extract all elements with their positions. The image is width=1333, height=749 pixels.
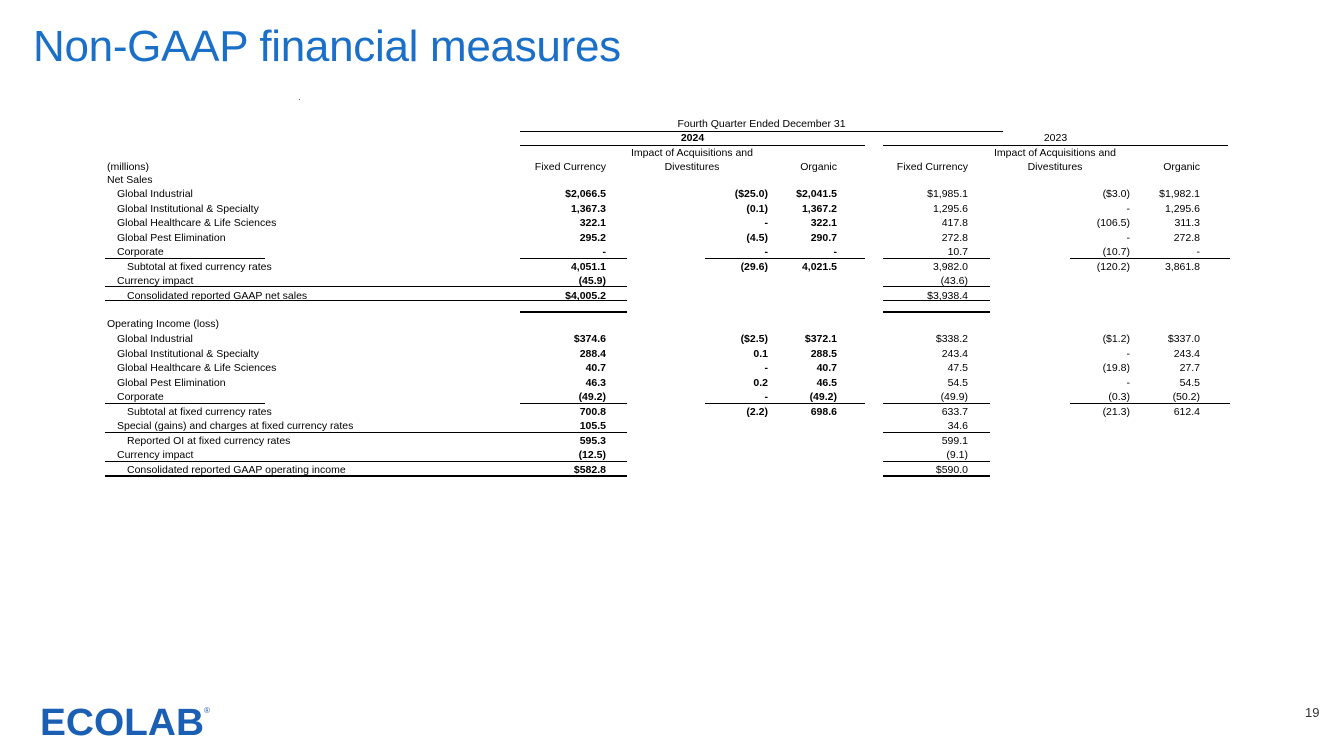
table-cell: $2,066.5: [565, 188, 606, 200]
table-cell: 272.8: [1173, 231, 1200, 244]
table-cell: $374.6: [573, 333, 606, 345]
row-label: Reported OI at fixed currency rates: [127, 434, 291, 447]
table-cell: -: [764, 391, 768, 403]
period-header: Fourth Quarter Ended December 31: [677, 118, 846, 130]
table-cell: $3,938.4: [927, 289, 968, 302]
table-cell: 599.1: [941, 434, 968, 447]
table-rule: [883, 432, 990, 433]
table-rule: [883, 311, 990, 313]
table-cell: (43.6): [940, 275, 968, 287]
table-cell: 272.8: [941, 231, 968, 244]
table-cell: (12.5): [578, 449, 606, 461]
row-label: Currency impact: [117, 449, 194, 461]
table-cell: 4,051.1: [570, 260, 606, 273]
row-label: Consolidated reported GAAP net sales: [127, 289, 308, 302]
page-title: Non-GAAP financial measures: [33, 22, 621, 71]
table-cell: 243.4: [941, 347, 968, 360]
table-cell: 46.3: [585, 376, 606, 389]
table-cell: 595.3: [579, 434, 606, 447]
organic-header-2023: Organic: [1163, 161, 1200, 173]
table-cell: $582.8: [573, 463, 606, 476]
table-rule: [105, 300, 627, 301]
table-rule: [105, 461, 627, 462]
table-rule: [105, 475, 627, 477]
table-cell: (49.2): [809, 391, 837, 403]
row-label: Subtotal at fixed currency rates: [127, 260, 272, 273]
row-label: Special (gains) and charges at fixed currency rates: [117, 420, 354, 432]
table-rule: [105, 432, 627, 433]
table-cell: 105.5: [579, 420, 606, 432]
table-cell: 47.5: [947, 362, 968, 374]
table-cell: (0.1): [746, 202, 768, 215]
table-cell: 3,861.8: [1164, 260, 1200, 273]
table-cell: (0.3): [1108, 391, 1130, 403]
organic-header-2024: Organic: [800, 161, 837, 173]
table-cell: $4,005.2: [565, 289, 606, 302]
table-cell: (9.1): [946, 449, 968, 461]
table-cell: ($3.0): [1102, 188, 1130, 200]
table-rule: [1070, 258, 1230, 259]
table-cell: $1,982.1: [1159, 188, 1200, 200]
table-cell: 4,021.5: [801, 260, 837, 273]
row-label: Global Industrial: [117, 333, 193, 345]
table-cell: $1,985.1: [927, 188, 968, 200]
row-label: Subtotal at fixed currency rates: [127, 405, 272, 418]
table-cell: 10.7: [947, 246, 968, 258]
table-cell: ($2.5): [740, 333, 768, 345]
table-rule: [883, 286, 990, 287]
table-cell: 34.6: [947, 420, 968, 432]
row-label: Global Industrial: [117, 188, 193, 200]
ecolab-logo: [40, 702, 212, 743]
table-cell: -: [764, 217, 768, 229]
table-cell: $590.0: [935, 463, 968, 476]
table-cell: -: [764, 362, 768, 374]
table-cell: 700.8: [579, 405, 606, 418]
impact-header-2023-line1: Impact of Acquisitions and: [994, 147, 1116, 159]
table-cell: (45.9): [578, 275, 606, 287]
table-cell: 633.7: [941, 405, 968, 418]
table-rule: [105, 403, 265, 404]
table-cell: 243.4: [1173, 347, 1200, 360]
table-cell: (29.6): [740, 260, 768, 273]
year-2024-header: 2024: [680, 132, 705, 144]
page-number: 19: [1305, 705, 1320, 720]
table-cell: 27.7: [1179, 362, 1200, 374]
table-cell: 1,295.6: [932, 202, 968, 215]
impact-header-2024-line1: Impact of Acquisitions and: [631, 147, 753, 159]
svg-text:®: ®: [204, 706, 210, 715]
table-cell: (49.9): [940, 391, 968, 403]
table-cell: 322.1: [579, 217, 606, 229]
table-cell: -: [1126, 202, 1130, 215]
table-cell: 612.4: [1173, 405, 1200, 418]
table-cell: 290.7: [810, 231, 837, 244]
row-label: Global Institutional & Specialty: [117, 202, 259, 215]
row-label: Global Healthcare & Life Sciences: [117, 362, 277, 374]
table-rule: [883, 258, 990, 259]
table-cell: 295.2: [579, 231, 606, 244]
table-cell: 1,367.2: [801, 202, 837, 215]
table-rule: [883, 461, 990, 462]
table-cell: -: [1126, 231, 1130, 244]
table-cell: -: [1126, 376, 1130, 389]
net-sales-section-label: Net Sales: [107, 174, 153, 186]
row-label: Global Institutional & Specialty: [117, 347, 259, 360]
table-cell: (4.5): [746, 231, 768, 244]
table-rule: [520, 403, 627, 404]
year-2023-header: 2023: [1043, 132, 1068, 144]
table-cell: -: [602, 246, 606, 258]
table-rule: [883, 475, 990, 477]
table-cell: $338.2: [935, 333, 968, 345]
table-cell: 288.5: [810, 347, 837, 360]
table-cell: 1,295.6: [1164, 202, 1200, 215]
table-cell: -: [833, 246, 837, 258]
table-cell: (120.2): [1096, 260, 1130, 273]
row-label: Global Pest Elimination: [117, 231, 226, 244]
table-rule: [520, 258, 627, 259]
row-label: Global Healthcare & Life Sciences: [117, 217, 277, 229]
table-cell: (10.7): [1102, 246, 1130, 258]
table-cell: $2,041.5: [796, 188, 837, 200]
row-label: Global Pest Elimination: [117, 376, 226, 389]
row-label: Consolidated reported GAAP operating income: [127, 463, 346, 476]
table-rule: [105, 286, 627, 287]
table-rule: [520, 311, 627, 313]
units-label: (millions): [107, 161, 149, 173]
row-label: Corporate: [117, 246, 164, 258]
fixed-currency-header-2024: Fixed Currency: [534, 161, 606, 173]
table-cell: (2.2): [746, 405, 768, 418]
table-cell: -: [764, 246, 768, 258]
table-rule: [705, 403, 865, 404]
table-cell: ($25.0): [734, 188, 768, 200]
table-cell: 288.4: [579, 347, 606, 360]
table-cell: (49.2): [578, 391, 606, 403]
row-label: Corporate: [117, 391, 164, 403]
row-label: Currency impact: [117, 275, 194, 287]
table-cell: 417.8: [941, 217, 968, 229]
table-cell: 0.1: [753, 347, 768, 360]
table-cell: 46.5: [816, 376, 837, 389]
table-cell: -: [1196, 246, 1200, 258]
table-cell: -: [1126, 347, 1130, 360]
table-cell: (50.2): [1172, 391, 1200, 403]
table-cell: (21.3): [1102, 405, 1130, 418]
table-cell: $372.1: [804, 333, 837, 345]
table-cell: ($1.2): [1102, 333, 1130, 345]
table-cell: 54.5: [947, 376, 968, 389]
ecolab-logo-mark: [40, 702, 212, 738]
impact-header-2024-line2: Divestitures: [664, 161, 720, 173]
table-cell: 1,367.3: [570, 202, 606, 215]
table-cell: 311.3: [1174, 217, 1200, 229]
table-rule: [883, 300, 990, 301]
table-cell: 40.7: [585, 362, 606, 374]
impact-header-2023-line2: Divestitures: [1027, 161, 1083, 173]
table-cell: 40.7: [816, 362, 837, 374]
table-cell: (106.5): [1096, 217, 1130, 229]
table-cell: 322.1: [810, 217, 837, 229]
table-cell: 3,982.0: [932, 260, 968, 273]
svg-text:ECOLAB: ECOLAB: [40, 702, 204, 738]
table-rule: [105, 258, 265, 259]
table-rule: [1070, 403, 1230, 404]
year-2024-rule: [520, 145, 865, 146]
operating-income-section-label: Operating Income (loss): [107, 318, 220, 330]
table-cell: 54.5: [1179, 376, 1200, 389]
table-rule: [705, 258, 865, 259]
table-rule: [883, 403, 990, 404]
table-cell: 0.2: [753, 376, 768, 389]
table-cell: (19.8): [1102, 362, 1130, 374]
year-2023-rule: [883, 145, 1228, 146]
fixed-currency-header-2023: Fixed Currency: [896, 161, 968, 173]
table-cell: 698.6: [810, 405, 837, 418]
table-cell: $337.0: [1167, 333, 1200, 345]
